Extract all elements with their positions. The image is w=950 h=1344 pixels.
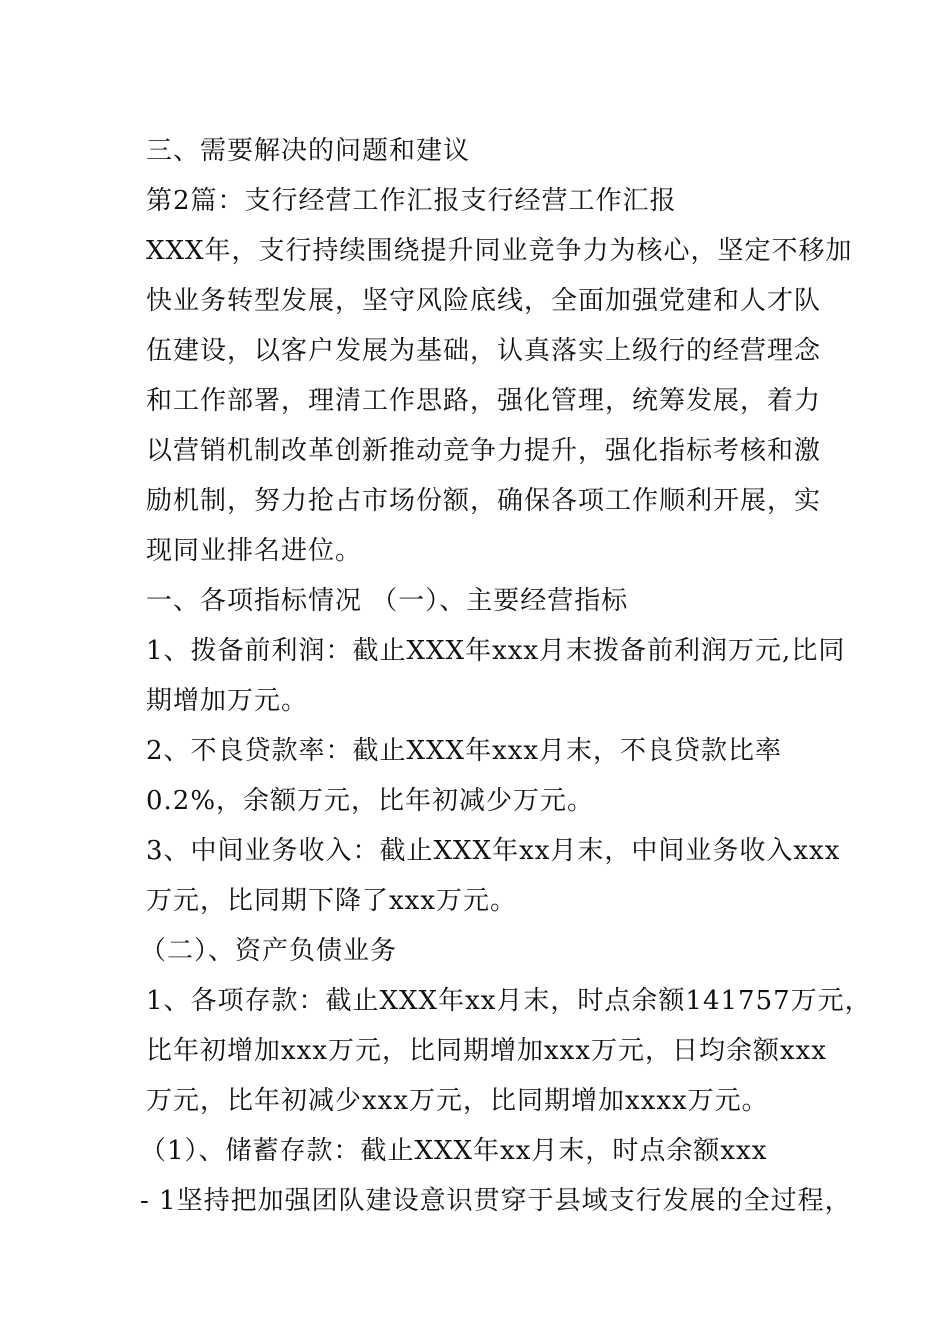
paragraph-line: 2、不良贷款率：截止XXX年xxx月末，不良贷款比率 bbox=[146, 736, 783, 766]
paragraph-line: 万元，比年初减少xxx万元，比同期增加xxxx万元。 bbox=[146, 1086, 769, 1116]
section-heading-indicators: 一、各项指标情况 （一）、主要经营指标 bbox=[146, 586, 629, 616]
paragraph-line: 0.2%，余额万元，比年初减少万元。 bbox=[146, 786, 595, 816]
paragraph-line: 现同业排名进位。 bbox=[146, 536, 363, 566]
paragraph-line: 以营销机制改革创新推动竞争力提升，强化指标考核和激 bbox=[146, 436, 822, 466]
paragraph-line: 期增加万元。 bbox=[146, 686, 309, 716]
paragraph-line: 3、中间业务收入：截止XXX年xx月末，中间业务收入xxx bbox=[146, 836, 841, 866]
paragraph-line: XXX年，支行持续围绕提升同业竞争力为核心，坚定不移加 bbox=[146, 236, 853, 266]
paragraph-line: 和工作部署，理清工作思路，强化管理，统筹发展，着力 bbox=[146, 386, 822, 416]
section-heading-problems: 三、需要解决的问题和建议 bbox=[146, 136, 471, 166]
paragraph-line: 比年初增加xxx万元，比同期增加xxx万元，日均余额xxx bbox=[146, 1036, 827, 1066]
paragraph-line: 万元，比同期下降了xxx万元。 bbox=[146, 886, 517, 916]
paragraph-line: 1、拨备前利润：截止XXX年xxx月末拨备前利润万元,比同 bbox=[146, 636, 846, 666]
section-heading-assets: （二）、资产负债业务 bbox=[140, 936, 398, 966]
paragraph-line: 1、各项存款：截止XXX年xx月末，时点余额141757万元， bbox=[146, 986, 872, 1016]
paragraph-line: 快业务转型发展，坚守风险底线，全面加强党建和人才队 bbox=[146, 286, 822, 316]
paragraph-line: （1）、储蓄存款：截止XXX年xx月末，时点余额xxx bbox=[140, 1136, 768, 1166]
paragraph-line: - 1坚持把加强团队建设意识贯穿于县域支行发展的全过程， bbox=[140, 1186, 852, 1216]
paragraph-line: 励机制，努力抢占市场份额，确保各项工作顺利开展，实 bbox=[146, 486, 822, 516]
paragraph-line: 伍建设，以客户发展为基础，认真落实上级行的经营理念 bbox=[146, 336, 822, 366]
article-title: 第2篇：支行经营工作汇报支行经营工作汇报 bbox=[146, 186, 677, 216]
